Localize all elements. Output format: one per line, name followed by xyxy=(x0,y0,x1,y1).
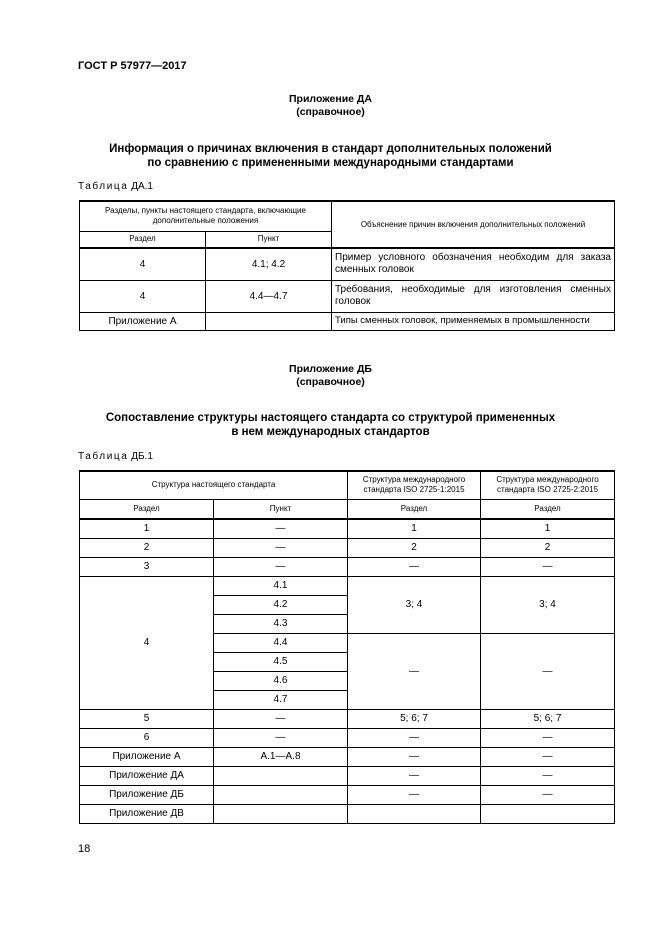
db1-sub-section: Раздел xyxy=(80,499,214,519)
db1-cell-section: Приложение ДА xyxy=(80,766,214,785)
db1-cell-iso1: — xyxy=(348,747,481,766)
appendix-db-subtitle: (справочное) xyxy=(296,376,365,388)
da1-cell-expl: Требования, необходимые для изготовления сменных головок xyxy=(332,280,615,312)
da1-cell-expl: Типы сменных головок, применяемых в промышленности xyxy=(332,312,615,330)
appendix-db-title: Приложение ДБ xyxy=(289,363,372,375)
db1-cell-section: 5 xyxy=(80,709,214,728)
db1-sub-iso1: Раздел xyxy=(348,499,481,519)
db1-col-this: Структура настоящего стандарта xyxy=(80,471,348,499)
appendix-da-title: Приложение ДА xyxy=(289,93,372,105)
db1-cell-iso1: — xyxy=(348,557,481,576)
da1-cell-item: 4.1; 4.2 xyxy=(206,248,332,280)
da1-col-expl: Объяснение причин включения дополнительных положений xyxy=(332,201,615,248)
db1-col-iso2: Структура международного стандарта ISO 2725-2:2015 xyxy=(481,471,615,499)
db1-cell-iso1: — xyxy=(348,633,481,709)
db1-cell-iso1: 2 xyxy=(348,538,481,557)
db1-cell-iso2: — xyxy=(481,633,615,709)
da1-cell-item: 4.4—4.7 xyxy=(206,280,332,312)
db1-cell-iso2: — xyxy=(481,747,615,766)
db1-cell-item: — xyxy=(214,709,348,728)
caption-prefix: Таблица xyxy=(78,181,129,192)
db1-cell-iso1 xyxy=(348,804,481,823)
db1-cell-section: Приложение А xyxy=(80,747,214,766)
db1-cell-section: 2 xyxy=(80,538,214,557)
da1-cell-section: 4 xyxy=(80,280,206,312)
da1-col-section: Раздел xyxy=(80,231,206,248)
db1-cell-item xyxy=(214,766,348,785)
table-row xyxy=(80,785,615,804)
db1-cell-section: 4 xyxy=(80,576,214,709)
db1-cell-item: 4.2 xyxy=(214,595,348,614)
table-da1 xyxy=(79,200,615,331)
db1-cell-iso1: 5; 6; 7 xyxy=(348,709,481,728)
db1-cell-section: 1 xyxy=(80,519,214,538)
da1-col-group: Разделы, пункты настоящего стандарта, включающие дополнительные положения xyxy=(80,201,332,231)
appendix-db-heading-2: в нем международных стандартов xyxy=(231,426,430,438)
db1-cell-iso1: — xyxy=(348,766,481,785)
db1-cell-iso2: 1 xyxy=(481,519,615,538)
db1-cell-item: — xyxy=(214,538,348,557)
appendix-db-heading-1: Сопоставление структуры настоящего стандарта со структурой примененных xyxy=(105,412,556,424)
table-row xyxy=(80,747,615,766)
db1-cell-item: 4.5 xyxy=(214,652,348,671)
da1-cell-expl: Пример условного обозначения необходим для заказа сменных головок xyxy=(332,248,615,280)
table-row xyxy=(80,312,615,330)
db1-sub-iso2: Раздел xyxy=(481,499,615,519)
db1-cell-item: А.1—А.8 xyxy=(214,747,348,766)
appendix-da-heading-1: Информация о причинах включения в стандарт дополнительных положений xyxy=(109,143,552,155)
appendix-da-subtitle: (справочное) xyxy=(296,106,365,118)
table-db1-caption xyxy=(78,451,153,462)
db1-cell-section: Приложение ДБ xyxy=(80,785,214,804)
page-number: 18 xyxy=(78,843,91,855)
table-row xyxy=(80,766,615,785)
db1-cell-item xyxy=(214,785,348,804)
db1-cell-item: 4.4 xyxy=(214,633,348,652)
db1-cell-iso2: 3; 4 xyxy=(481,576,615,633)
db1-cell-item: 4.6 xyxy=(214,671,348,690)
db1-cell-iso1: 1 xyxy=(348,519,481,538)
db1-cell-section: Приложение ДВ xyxy=(80,804,214,823)
db1-cell-iso2: — xyxy=(481,785,615,804)
table-row xyxy=(80,280,615,312)
table-row xyxy=(80,728,615,747)
db1-cell-iso2: 5; 6; 7 xyxy=(481,709,615,728)
db1-cell-item: — xyxy=(214,557,348,576)
table-da1-caption xyxy=(78,181,153,192)
table-row xyxy=(80,538,615,557)
table-row xyxy=(80,519,615,538)
caption-number: ДА.1 xyxy=(131,181,153,192)
document-id: ГОСТ Р 57977—2017 xyxy=(78,60,187,72)
table-row xyxy=(80,557,615,576)
db1-cell-iso2: 2 xyxy=(481,538,615,557)
db1-cell-iso1: — xyxy=(348,728,481,747)
db1-cell-iso2: — xyxy=(481,557,615,576)
caption-number: ДБ.1 xyxy=(131,451,153,462)
db1-cell-item: — xyxy=(214,519,348,538)
da1-cell-section: Приложение А xyxy=(80,312,206,330)
db1-cell-item: 4.3 xyxy=(214,614,348,633)
db1-cell-item xyxy=(214,804,348,823)
db1-cell-item: 4.1 xyxy=(214,576,348,595)
db1-col-iso1: Структура международного стандарта ISO 2725-1:2015 xyxy=(348,471,481,499)
caption-prefix: Таблица xyxy=(78,451,129,462)
db1-cell-iso2: — xyxy=(481,766,615,785)
db1-cell-iso1: 3; 4 xyxy=(348,576,481,633)
da1-cell-section: 4 xyxy=(80,248,206,280)
db1-cell-section: 3 xyxy=(80,557,214,576)
appendix-da-heading-2: по сравнению с примененными международными стандартами xyxy=(147,157,514,169)
table-row xyxy=(80,804,615,823)
db1-cell-item: 4.7 xyxy=(214,690,348,709)
table-row xyxy=(80,576,615,595)
da1-col-item: Пункт xyxy=(206,231,332,248)
db1-cell-iso2: — xyxy=(481,728,615,747)
da1-cell-item xyxy=(206,312,332,330)
table-row xyxy=(80,709,615,728)
db1-cell-iso1: — xyxy=(348,785,481,804)
db1-sub-item: Пункт xyxy=(214,499,348,519)
db1-cell-item: — xyxy=(214,728,348,747)
table-db1 xyxy=(79,470,615,824)
db1-cell-section: 6 xyxy=(80,728,214,747)
table-row xyxy=(80,248,615,280)
db1-cell-iso2 xyxy=(481,804,615,823)
